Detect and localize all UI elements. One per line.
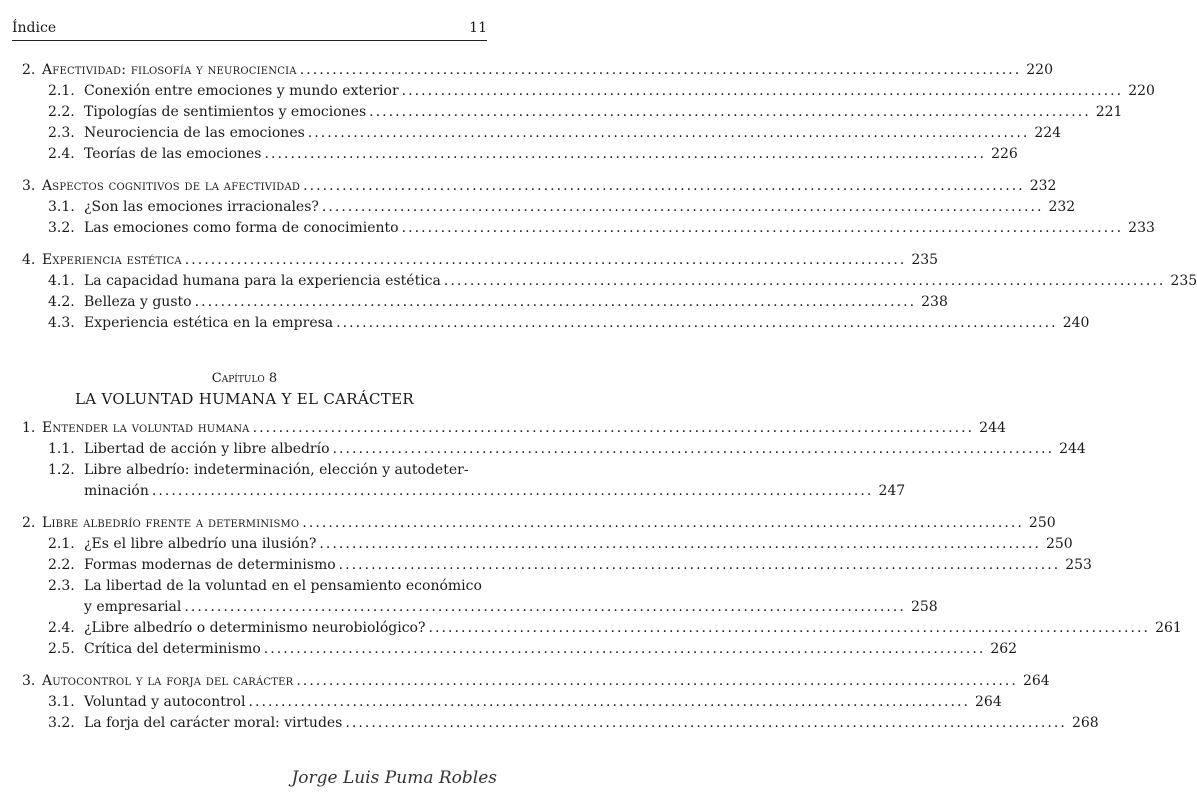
toc-section <box>22 418 1006 439</box>
toc-section <box>22 250 939 271</box>
entry-page: 233 <box>1128 220 1155 236</box>
entry-title-continued: minación <box>84 483 149 499</box>
entry-number: 2. <box>22 515 36 531</box>
entry-number: 1.1. <box>48 441 75 457</box>
dot-leader <box>369 102 1087 123</box>
entry-number: 2.3. <box>48 578 75 594</box>
entry-number: 1.2. <box>48 462 75 478</box>
toc-section <box>22 176 1057 197</box>
entry-page: 264 <box>1022 673 1050 689</box>
dot-leader <box>303 176 1021 197</box>
entry-title: Teorías de las emociones <box>84 146 262 162</box>
entry-page: 226 <box>991 146 1018 162</box>
page-number: 11 <box>469 20 487 36</box>
entry-title: Libre albedrío: indeterminación, elección y autodeter- <box>84 462 469 478</box>
dot-leader <box>195 292 913 313</box>
entry-title: ¿Son las emociones irracionales? <box>84 199 319 215</box>
entry-title: Aspectos cognitivos de la afectividad <box>42 178 301 194</box>
toc-subsection <box>22 81 1155 102</box>
entry-number: 2.2. <box>48 104 75 120</box>
toc-section-block <box>22 513 1182 660</box>
header-title: Índice <box>12 20 57 36</box>
toc-subsection <box>22 439 1086 460</box>
toc-subsection <box>22 102 1123 123</box>
entry-number: 2.1. <box>48 536 75 552</box>
author-signature: Jorge Luis Puma Robles <box>291 768 497 788</box>
entry-number: 3.2. <box>48 715 75 731</box>
entry-title: ¿Libre albedrío o determinismo neurobiológico? <box>84 620 426 636</box>
entry-number: 3. <box>22 673 36 689</box>
dot-leader <box>152 481 870 502</box>
entry-title: Neurociencia de las emociones <box>84 125 305 141</box>
toc-section <box>22 513 1056 534</box>
toc-subsection <box>22 271 1197 292</box>
toc-subsection <box>22 292 948 313</box>
entry-title: ¿Es el libre albedrío una ilusión? <box>84 536 317 552</box>
entry-title: Afectividad: filosofía y neurociencia <box>42 62 297 78</box>
dot-leader <box>339 555 1057 576</box>
dot-leader <box>345 713 1063 734</box>
entry-page: 258 <box>910 599 938 615</box>
entry-page: 235 <box>1170 273 1197 289</box>
toc-section <box>22 671 1050 692</box>
entry-number: 4.1. <box>48 273 75 289</box>
dot-leader <box>429 618 1147 639</box>
table-of-contents <box>22 60 1197 745</box>
entry-number: 4.2. <box>48 294 75 310</box>
entry-page: 268 <box>1071 715 1099 731</box>
dot-leader <box>264 639 982 660</box>
toc-subsection <box>22 313 1090 334</box>
toc-subsection <box>22 639 1018 660</box>
dot-leader <box>319 534 1037 555</box>
entry-title: Experiencia estética <box>42 252 182 268</box>
dot-leader <box>302 513 1020 534</box>
dot-leader <box>308 123 1026 144</box>
dot-leader <box>322 197 1040 218</box>
entry-number: 2.1. <box>48 83 75 99</box>
entry-number: 3.1. <box>48 199 75 215</box>
entry-title: Belleza y gusto <box>84 294 192 310</box>
toc-subsection <box>22 197 1076 218</box>
toc-subsection <box>22 576 482 597</box>
entry-page: 264 <box>975 694 1002 710</box>
entry-title: La capacidad humana para la experiencia estética <box>84 273 441 289</box>
dot-leader <box>333 439 1051 460</box>
entry-number: 2.4. <box>48 146 75 162</box>
entry-page: 235 <box>911 252 939 268</box>
chapter-label: Capítulo 8 <box>211 371 278 386</box>
toc-section-block <box>22 176 1155 239</box>
toc-section-block <box>22 60 1155 165</box>
dot-leader <box>444 271 1162 292</box>
entry-page: 232 <box>1029 178 1057 194</box>
entry-title: Entender la voluntad humana <box>42 420 250 436</box>
entry-page: 240 <box>1062 315 1090 331</box>
toc-subsection <box>22 692 1002 713</box>
entry-title: Crítica del determinismo <box>84 641 261 657</box>
toc-part-chapter-8 <box>22 418 1182 734</box>
entry-title: La forja del carácter moral: virtudes <box>84 715 343 731</box>
entry-page: 244 <box>979 420 1006 436</box>
entry-page: 232 <box>1048 199 1076 215</box>
entry-number: 3.1. <box>48 694 75 710</box>
entry-number: 2.2. <box>48 557 75 573</box>
entry-number: 2.4. <box>48 620 75 636</box>
running-header <box>12 16 487 41</box>
toc-subsection-continuation <box>22 481 906 502</box>
toc-subsection <box>22 713 1099 734</box>
entry-page: 261 <box>1155 620 1182 636</box>
entry-number: 2.5. <box>48 641 75 657</box>
dot-leader <box>336 313 1054 334</box>
dot-leader <box>253 418 971 439</box>
entry-title: Conexión entre emociones y mundo exterior <box>84 83 399 99</box>
toc-part-chapter-7 <box>22 60 1197 334</box>
toc-section-block <box>22 671 1099 734</box>
dot-leader <box>248 692 966 713</box>
toc-subsection <box>22 618 1182 639</box>
entry-page: 244 <box>1059 441 1086 457</box>
entry-number: 4.3. <box>48 315 75 331</box>
entry-title: Tipologías de sentimientos y emociones <box>84 104 367 120</box>
toc-subsection <box>22 123 1062 144</box>
dot-leader <box>184 597 902 618</box>
toc-subsection <box>22 460 467 481</box>
entry-title-continued: y empresarial <box>84 599 182 615</box>
toc-section-block <box>22 418 1086 502</box>
entry-number: 3. <box>22 178 36 194</box>
entry-title: Experiencia estética en la empresa <box>84 315 334 331</box>
chapter-title: LA VOLUNTAD HUMANA Y EL CARÁCTER <box>75 390 414 408</box>
entry-title: Las emociones como forma de conocimiento <box>84 220 399 236</box>
entry-title: Formas modernas de determinismo <box>84 557 336 573</box>
entry-page: 221 <box>1095 104 1123 120</box>
dot-leader <box>296 671 1014 692</box>
entry-number: 4. <box>22 252 36 268</box>
dot-leader <box>300 60 1018 81</box>
toc-section <box>22 60 1053 81</box>
entry-page: 253 <box>1065 557 1092 573</box>
toc-section-block <box>22 250 1197 334</box>
chapter-heading <box>22 370 467 410</box>
entry-page: 238 <box>921 294 948 310</box>
entry-number: 2.3. <box>48 125 75 141</box>
toc-subsection-continuation <box>22 597 938 618</box>
entry-page: 250 <box>1045 536 1073 552</box>
dot-leader <box>402 218 1120 239</box>
toc-subsection <box>22 555 1092 576</box>
entry-page: 247 <box>878 483 906 499</box>
entry-page: 224 <box>1034 125 1062 141</box>
toc-subsection <box>22 144 1018 165</box>
entry-title: La libertad de la voluntad en el pensamiento económico <box>84 578 482 594</box>
toc-subsection <box>22 534 1073 555</box>
entry-number: 3.2. <box>48 220 75 236</box>
dot-leader <box>185 250 903 271</box>
toc-subsection <box>22 218 1155 239</box>
entry-title: Libertad de acción y libre albedrío <box>84 441 330 457</box>
entry-page: 262 <box>990 641 1018 657</box>
entry-title: Autocontrol y la forja del carácter <box>42 673 294 689</box>
entry-number: 2. <box>22 62 36 78</box>
entry-title: Voluntad y autocontrol <box>84 694 246 710</box>
entry-page: 220 <box>1128 83 1155 99</box>
dot-leader <box>402 81 1120 102</box>
dot-leader <box>265 144 983 165</box>
entry-page: 250 <box>1028 515 1056 531</box>
entry-number: 1. <box>22 420 36 436</box>
entry-title: Libre albedrío frente a determinismo <box>42 515 300 531</box>
entry-page: 220 <box>1026 62 1053 78</box>
